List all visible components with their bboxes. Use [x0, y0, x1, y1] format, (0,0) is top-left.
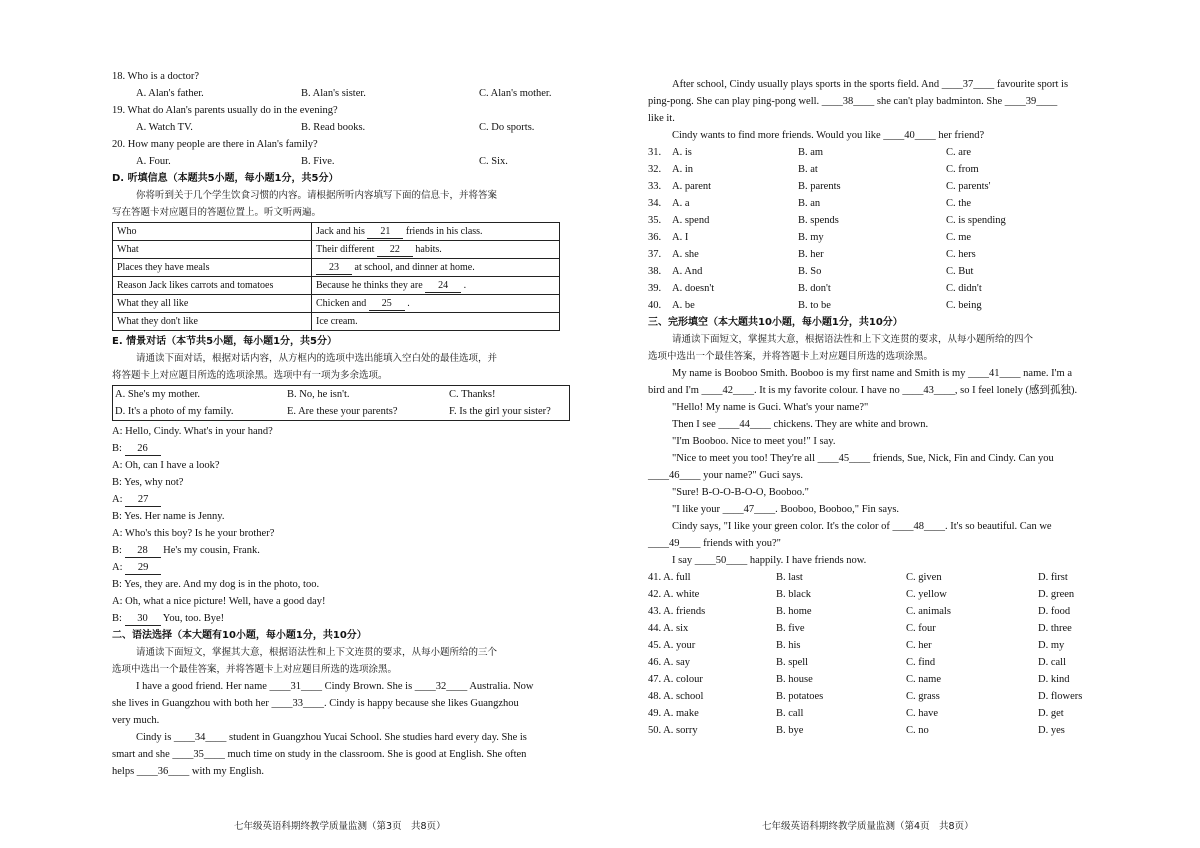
- question-number: 32.: [648, 164, 662, 175]
- option-b: B. Alan's sister.: [301, 88, 366, 99]
- option-row: [648, 620, 1108, 637]
- answer-blank: 22: [377, 243, 413, 257]
- dialog-text: A: Hello, Cindy. What's in your hand?: [112, 426, 273, 437]
- dialog-line: [112, 423, 582, 440]
- passage-line: Cindy says, "I like your green color. It's the color of ____48____. It's so beautiful. Can we: [672, 521, 1052, 532]
- option-a: A. spend: [672, 215, 710, 226]
- section-e-instruction: 请通读下面对话，根据对话内容，从方框内的选项中选出能填入空白处的最佳选项，并: [136, 353, 498, 364]
- cloze-options-list: [648, 569, 1108, 739]
- passage-line: "I'm Booboo. Nice to meet you!" I say.: [672, 436, 836, 447]
- option-d: D. my: [1038, 640, 1065, 651]
- box-option-d: D. It's a photo of my family.: [115, 406, 234, 417]
- dialog-line: [112, 593, 582, 610]
- dialog: [112, 423, 582, 627]
- option-d: D. three: [1038, 623, 1072, 634]
- dialog-line: [112, 457, 582, 474]
- box-option-e: E. Are these your parents?: [287, 406, 398, 417]
- answer-blank: 30: [125, 612, 161, 626]
- option-c: C. being: [946, 300, 982, 311]
- option-b: B. spends: [798, 215, 839, 226]
- option-b: B. an: [798, 198, 821, 209]
- answer-blank: 25: [369, 297, 405, 311]
- option-c: C. hers: [946, 249, 976, 260]
- option-a: A. And: [672, 266, 703, 277]
- info-card-value: [312, 223, 560, 241]
- dialog-line: [112, 508, 582, 525]
- question-number: 31.: [648, 147, 662, 158]
- passage-line: like it.: [648, 113, 675, 124]
- option-b: B. his: [776, 640, 801, 651]
- option-row: [648, 280, 1108, 297]
- option-a: A. doesn't: [672, 283, 715, 294]
- option-c: C. given: [906, 572, 942, 583]
- question-number: 34.: [648, 198, 662, 209]
- info-card-label: What: [113, 241, 312, 259]
- option-row: [648, 212, 1108, 229]
- answer-blank: 21: [367, 225, 403, 239]
- option-row: [648, 263, 1108, 280]
- page-4: [648, 76, 1108, 739]
- section-two-instruction-cont: 选项中选出一个最佳答案，并将答题卡上对应题目所选的选项涂黑。: [112, 664, 398, 675]
- info-card-value: [312, 241, 560, 259]
- passage-line: After school, Cindy usually plays sports in the sports field. And ____37____ favourite sport is: [672, 79, 1069, 90]
- dialog-text: A: Who's this boy? Is he your brother?: [112, 528, 275, 539]
- options-box: [112, 385, 570, 421]
- info-card-text: Ice cream.: [316, 316, 358, 327]
- dialog-text: He's my cousin, Frank.: [163, 545, 260, 556]
- option-c: C. didn't: [946, 283, 982, 294]
- info-card-label: Places they have meals: [113, 259, 312, 277]
- passage-line: My name is Booboo Smith. Booboo is my first name and Smith is my ____41____ name. I'm a: [672, 368, 1072, 379]
- option-b: B. Read books.: [301, 122, 366, 133]
- question-number: 39.: [648, 283, 662, 294]
- option-row: [648, 603, 1108, 620]
- option-a: A. I: [672, 232, 689, 243]
- option-b: B. home: [776, 606, 812, 617]
- info-card-label: What they don't like: [113, 313, 312, 331]
- option-a: A. parent: [672, 181, 712, 192]
- section-three-heading: 三、完形填空（本大题共10小题，每小题1分，共10分）: [648, 317, 903, 328]
- passage-line: "Hello! My name is Guci. What's your name?": [672, 402, 869, 413]
- option-d: D. call: [1038, 657, 1066, 668]
- option-row: [648, 161, 1108, 178]
- info-card-value: [312, 313, 560, 331]
- option-row: [648, 586, 1108, 603]
- info-card-text: .: [463, 280, 467, 291]
- option-b: B. don't: [798, 283, 831, 294]
- option-c: C. parents': [946, 181, 991, 192]
- question-number: 33.: [648, 181, 662, 192]
- option-b: B. to be: [798, 300, 831, 311]
- dialog-text: B: Yes. Her name is Jenny.: [112, 511, 225, 522]
- option-d: D. food: [1038, 606, 1071, 617]
- answer-blank: 24: [425, 279, 461, 293]
- section-d-instruction-cont: 写在答题卡对应题目的答题位置上。听文听两遍。: [112, 207, 322, 218]
- info-card-table: [112, 222, 560, 331]
- passage-line: "Nice to meet you too! They're all ____45____ friends, Sue, Nick, Fin and Cindy. Can you: [672, 453, 1054, 464]
- box-option-b: B. No, he isn't.: [287, 389, 350, 400]
- grammar-options-list: [648, 144, 1108, 314]
- passage-line: Cindy wants to find more friends. Would you like ____40____ her friend?: [672, 130, 985, 141]
- passage-line: "Sure! B-O-O-B-O-O, Booboo.": [672, 487, 809, 498]
- dialog-text: A:: [112, 494, 123, 505]
- question-number: 38.: [648, 266, 662, 277]
- answer-blank: 29: [125, 561, 161, 575]
- option-a: 43. A. friends: [648, 606, 706, 617]
- passage-line: smart and she ____35____ much time on study in the classroom. She is good at English. She often: [112, 749, 527, 760]
- option-c: C. are: [946, 147, 972, 158]
- dialog-line: [112, 440, 582, 457]
- info-card-text: Their different: [316, 244, 375, 255]
- answer-blank: 27: [125, 493, 161, 507]
- dialog-line: [112, 525, 582, 542]
- passage-line: Cindy is ____34____ student in Guangzhou Yucai School. She studies hard every day. She is: [136, 732, 527, 743]
- option-a: A. in: [672, 164, 693, 175]
- dialog-text: B: Yes, why not?: [112, 477, 184, 488]
- box-option-a: A. She's my mother.: [115, 389, 201, 400]
- option-c: C. But: [946, 266, 974, 277]
- passage-line: helps ____36____ with my English.: [112, 766, 264, 777]
- dialog-line: [112, 576, 582, 593]
- option-a: A. Watch TV.: [136, 122, 193, 133]
- dialog-line: [112, 491, 582, 508]
- question-19-options: [112, 119, 582, 136]
- box-option-c: C. Thanks!: [449, 389, 496, 400]
- option-b: B. So: [798, 266, 822, 277]
- option-c: C. the: [946, 198, 972, 209]
- section-e-heading: E. 情景对话（本节共5小题，每小题1分，共5分）: [112, 336, 337, 347]
- option-a: A. is: [672, 147, 692, 158]
- option-c: C. four: [906, 623, 936, 634]
- section-d-instruction: 你将听到关于几个学生饮食习惯的内容。请根据所听内容填写下面的信息卡，并将答案: [136, 190, 498, 201]
- option-a: A. Four.: [136, 156, 171, 167]
- option-b: B. at: [798, 164, 818, 175]
- info-card-label: What they all like: [113, 295, 312, 313]
- option-b: B. call: [776, 708, 804, 719]
- question-number: 35.: [648, 215, 662, 226]
- option-row: [648, 654, 1108, 671]
- dialog-line: [112, 474, 582, 491]
- option-b: B. my: [798, 232, 824, 243]
- option-row: [648, 246, 1108, 263]
- passage-line: Then I see ____44____ chickens. They are white and brown.: [672, 419, 929, 430]
- dialog-text: B:: [112, 613, 122, 624]
- passage-line: I have a good friend. Her name ____31____ Cindy Brown. She is ____32____ Australia. Now: [136, 681, 534, 692]
- info-card-value: [312, 259, 560, 277]
- option-b: B. Five.: [301, 156, 335, 167]
- info-card-row: [113, 295, 560, 313]
- option-row: [648, 178, 1108, 195]
- dialog-text: B:: [112, 545, 122, 556]
- option-d: D. green: [1038, 589, 1075, 600]
- option-row: [648, 569, 1108, 586]
- option-c: C. me: [946, 232, 972, 243]
- section-three-instruction: 请通读下面短文，掌握其大意，根据语法性和上下文连贯的要求，从每小题所给的四个: [672, 334, 1034, 345]
- option-a: 45. A. your: [648, 640, 696, 651]
- info-card-row: [113, 259, 560, 277]
- info-card-text: at school, and dinner at home.: [354, 262, 475, 273]
- info-card-label: Who: [113, 223, 312, 241]
- dialog-line: [112, 559, 582, 576]
- info-card-value: [312, 295, 560, 313]
- question-number: 36.: [648, 232, 662, 243]
- option-a: 41. A. full: [648, 572, 691, 583]
- answer-blank: 28: [125, 544, 161, 558]
- option-b: B. black: [776, 589, 811, 600]
- option-a: 46. A. say: [648, 657, 690, 668]
- info-card-text: Because he thinks they are: [316, 280, 423, 291]
- option-a: A. be: [672, 300, 695, 311]
- dialog-text: A: Oh, can I have a look?: [112, 460, 220, 471]
- option-d: D. get: [1038, 708, 1064, 719]
- question-18: 18. Who is a doctor?: [112, 71, 199, 82]
- option-a: A. she: [672, 249, 699, 260]
- info-card-text: Chicken and: [316, 298, 367, 309]
- option-row: [648, 297, 1108, 314]
- option-a: A. Alan's father.: [136, 88, 204, 99]
- option-c: C. yellow: [906, 589, 947, 600]
- passage-line: ping-pong. She can play ping-pong well. ____38____ she can't play badminton. She ____39____: [648, 96, 1058, 107]
- option-b: B. bye: [776, 725, 804, 736]
- info-card-text: Jack and his: [316, 226, 365, 237]
- option-b: B. house: [776, 674, 813, 685]
- info-card-row: [113, 223, 560, 241]
- passage-line: "I like your ____47____. Booboo, Booboo," Fin says.: [672, 504, 900, 515]
- option-d: D. yes: [1038, 725, 1065, 736]
- info-card-text: habits.: [415, 244, 442, 255]
- passage-line: ____49____ friends with you?": [648, 538, 781, 549]
- dialog-text: B: Yes, they are. And my dog is in the photo, too.: [112, 579, 320, 590]
- info-card-text: friends in his class.: [405, 226, 483, 237]
- passage-line: I say ____50____ happily. I have friends now.: [672, 555, 867, 566]
- page-4-footer: 七年级英语科期终教学质量监测（第4页 共8页）: [762, 821, 974, 832]
- option-a: 44. A. six: [648, 623, 689, 634]
- option-c: C. her: [906, 640, 932, 651]
- info-card-value: [312, 277, 560, 295]
- section-two-instruction: 请通读下面短文，掌握其大意，根据语法性和上下文连贯的要求，从每小题所给的三个: [136, 647, 498, 658]
- dialog-text: B:: [112, 443, 122, 454]
- passage-line: bird and I'm ____42____. It is my favorite colour. I have no ____43____, so I feel lonely (感到孤独).: [648, 385, 1078, 396]
- option-b: B. parents: [798, 181, 841, 192]
- answer-blank: 26: [125, 442, 161, 456]
- option-c: C. from: [946, 164, 979, 175]
- option-a: 47. A. colour: [648, 674, 703, 685]
- option-d: D. kind: [1038, 674, 1070, 685]
- passage-line: she lives in Guangzhou with both her ____33____. Cindy is happy because she likes Guangzhou: [112, 698, 519, 709]
- section-d-heading: D. 听填信息（本题共5小题，每小题1分，共5分）: [112, 173, 339, 184]
- option-d: D. flowers: [1038, 691, 1083, 702]
- option-a: 50. A. sorry: [648, 725, 698, 736]
- option-b: B. potatoes: [776, 691, 824, 702]
- info-card-row: [113, 277, 560, 295]
- option-c: C. Six.: [479, 156, 508, 167]
- option-a: 49. A. make: [648, 708, 699, 719]
- question-20: 20. How many people are there in Alan's family?: [112, 139, 318, 150]
- option-c: C. animals: [906, 606, 951, 617]
- dialog-line: [112, 610, 582, 627]
- section-e-instruction-cont: 将答题卡上对应题目所选的选项涂黑。选项中有一项为多余选项。: [112, 370, 388, 381]
- option-b: B. am: [798, 147, 824, 158]
- option-row: [648, 705, 1108, 722]
- dialog-text: A:: [112, 562, 123, 573]
- info-card-row: [113, 241, 560, 259]
- options-box-row: [113, 386, 569, 403]
- question-19: 19. What do Alan's parents usually do in the evening?: [112, 105, 338, 116]
- option-row: [648, 144, 1108, 161]
- option-row: [648, 671, 1108, 688]
- info-card-text: .: [407, 298, 410, 309]
- option-b: B. five: [776, 623, 805, 634]
- option-c: C. find: [906, 657, 936, 668]
- cloze-passage: [648, 365, 1108, 569]
- option-a: 42. A. white: [648, 589, 700, 600]
- options-box-row: [113, 403, 569, 420]
- option-row: [648, 637, 1108, 654]
- page-3-footer: 七年级英语科期终教学质量监测（第3页 共8页）: [234, 821, 446, 832]
- question-20-options: [112, 153, 582, 170]
- question-18-options: [112, 85, 582, 102]
- page-3: [112, 68, 582, 780]
- section-two-heading: 二、语法选择（本大题有10小题，每小题1分，共10分）: [112, 630, 367, 641]
- option-row: [648, 722, 1108, 739]
- dialog-line: [112, 542, 582, 559]
- option-b: B. spell: [776, 657, 809, 668]
- passage-line: ____46____ your name?" Guci says.: [648, 470, 804, 481]
- info-card-row: [113, 313, 560, 331]
- option-b: B. last: [776, 572, 803, 583]
- option-c: C. have: [906, 708, 939, 719]
- option-b: B. her: [798, 249, 824, 260]
- option-a: 48. A. school: [648, 691, 704, 702]
- option-row: [648, 195, 1108, 212]
- section-three-instruction-cont: 选项中选出一个最佳答案，并将答题卡上对应题目所选的选项涂黑。: [648, 351, 934, 362]
- option-c: C. grass: [906, 691, 940, 702]
- question-number: 37.: [648, 249, 662, 260]
- question-number: 40.: [648, 300, 662, 311]
- passage-line: very much.: [112, 715, 160, 726]
- option-row: [648, 688, 1108, 705]
- dialog-text: You, too. Bye!: [162, 613, 225, 624]
- answer-blank: 23: [316, 261, 352, 275]
- option-c: C. Alan's mother.: [479, 88, 552, 99]
- option-c: C. no: [906, 725, 929, 736]
- option-d: D. first: [1038, 572, 1068, 583]
- option-c: C. name: [906, 674, 941, 685]
- option-c: C. Do sports.: [479, 122, 535, 133]
- dialog-text: A: Oh, what a nice picture! Well, have a good day!: [112, 596, 326, 607]
- option-a: A. a: [672, 198, 690, 209]
- option-c: C. is spending: [946, 215, 1006, 226]
- info-card-label: Reason Jack likes carrots and tomatoes: [113, 277, 312, 295]
- box-option-f: F. Is the girl your sister?: [449, 406, 551, 417]
- option-row: [648, 229, 1108, 246]
